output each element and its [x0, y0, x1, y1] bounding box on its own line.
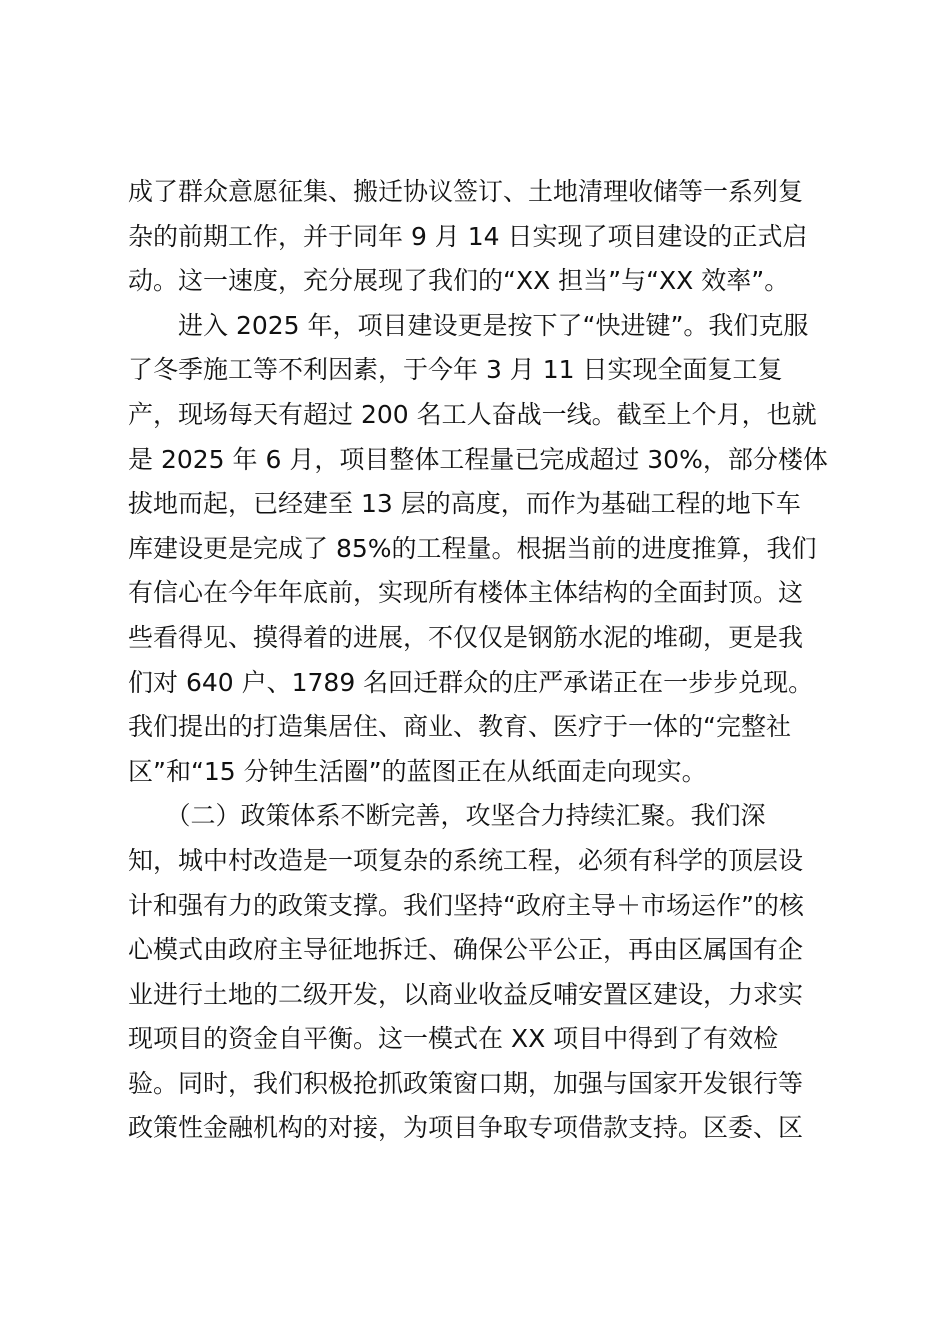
text-line: （二）政策体系不断完善，攻坚合力持续汇聚。我们深 [128, 801, 766, 831]
text-line: 拔地而起，已经建至 13 层的高度，而作为基础工程的地下车 [128, 489, 801, 519]
document-body [128, 170, 828, 1151]
text-line: 产，现场每天有超过 200 名工人奋战一线。截至上个月，也就 [128, 399, 817, 429]
text-line: 心模式由政府主导征地拆迁、确保公平公正，再由区属国有企 [128, 935, 804, 965]
text-line: 杂的前期工作，并于同年 9 月 14 日实现了项目建设的正式启 [128, 221, 808, 251]
text-line: 知，城中村改造是一项复杂的系统工程，必须有科学的顶层设 [128, 845, 804, 875]
text-line: 动。这一速度，充分展现了我们的“XX 担当”与“XX 效率”。 [128, 266, 790, 296]
text-line: 我们提出的打造集居住、商业、教育、医疗于一体的“完整社 [128, 712, 791, 742]
text-line: 现项目的资金自平衡。这一模式在 XX 项目中得到了有效检 [128, 1024, 779, 1054]
text-line: 进入 2025 年，项目建设更是按下了“快进键”。我们克服 [128, 310, 809, 340]
text-line: 验。同时，我们积极抢抓政策窗口期，加强与国家开发银行等 [128, 1068, 804, 1098]
text-line: 有信心在今年年底前，实现所有楼体主体结构的全面封顶。这 [128, 578, 804, 608]
text-line: 计和强有力的政策支撑。我们坚持“政府主导＋市场运作”的核 [128, 890, 804, 920]
text-line: 些看得见、摸得着的进展，不仅仅是钢筋水泥的堆砌，更是我 [128, 622, 804, 652]
text-line: 库建设更是完成了 85%的工程量。根据当前的进度推算，我们 [128, 533, 817, 563]
text-line: 区”和“15 分钟生活圈”的蓝图正在从纸面走向现实。 [128, 756, 707, 786]
text-line: 们对 640 户、1789 名回迁群众的庄严承诺正在一步步兑现。 [128, 667, 814, 697]
text-line: 是 2025 年 6 月，项目整体工程量已完成超过 30%，部分楼体 [128, 444, 828, 474]
text-line: 了冬季施工等不利因素，于今年 3 月 11 日实现全面复工复 [128, 355, 783, 385]
text-line: 政策性金融机构的对接，为项目争取专项借款支持。区委、区 [128, 1113, 804, 1143]
text-line: 成了群众意愿征集、搬迁协议签订、土地清理收储等一系列复 [128, 177, 804, 206]
text-line: 业进行土地的二级开发，以商业收益反哺安置区建设，力求实 [128, 979, 804, 1009]
